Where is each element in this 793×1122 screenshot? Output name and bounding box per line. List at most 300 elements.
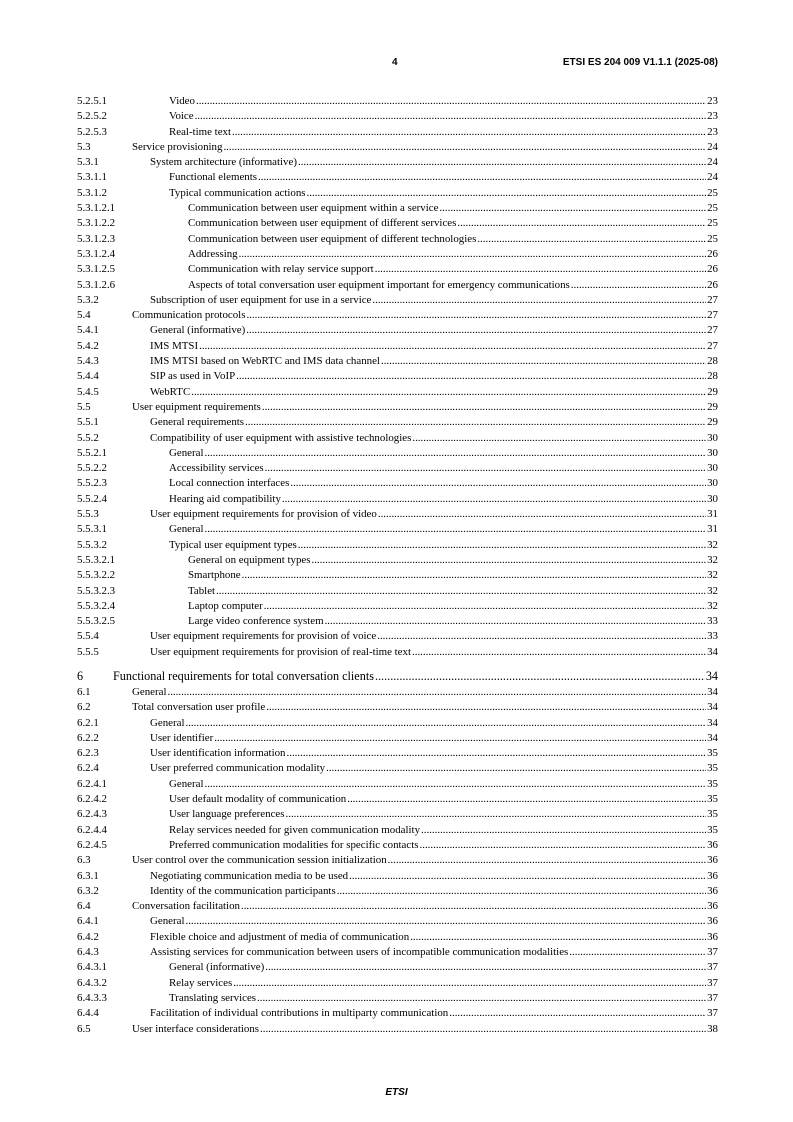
toc-entry-title: SIP as used in VoIP <box>150 370 236 383</box>
toc-entry-title: User equipment requirements for provision of real-time text <box>150 645 411 658</box>
toc-entry-page: 27 <box>707 293 718 306</box>
toc-entry-page: 38 <box>707 1022 718 1035</box>
toc-entry-number: 6.2.4.2 <box>77 793 107 806</box>
toc-entry-title: Accessibility services <box>169 462 264 475</box>
toc-entry-number: 5.3.1 <box>77 156 99 169</box>
toc-entry-title: Subscription of user equipment for use in a service <box>150 293 372 306</box>
toc-dot-leader <box>388 853 706 868</box>
toc-entry-number: 6.4.4 <box>77 1007 99 1020</box>
toc-entry-page: 27 <box>707 339 718 352</box>
toc-entry[interactable] <box>77 853 718 868</box>
toc-entry-number: 5.5.2.4 <box>77 492 107 505</box>
toc-dot-leader <box>265 960 706 975</box>
toc-entry-number: 5.5.5 <box>77 645 99 658</box>
page-header <box>0 57 793 71</box>
toc-entry[interactable] <box>77 538 718 553</box>
toc-entry-page: 31 <box>707 508 718 521</box>
toc-dot-leader <box>412 431 706 446</box>
toc-entry[interactable] <box>77 278 718 293</box>
toc-entry-title: IMS MTSI <box>150 339 199 352</box>
toc-entry-page: 33 <box>707 615 718 628</box>
toc-dot-leader <box>216 584 706 599</box>
toc-dot-leader <box>569 945 706 960</box>
toc-entry-page: 34 <box>707 716 718 729</box>
toc-dot-leader <box>375 262 706 277</box>
toc-entry[interactable] <box>77 792 718 807</box>
toc-entry-title: General (informative) <box>169 961 265 974</box>
toc-entry[interactable] <box>77 109 718 124</box>
toc-entry-title: Conversation facilitation <box>132 900 240 913</box>
toc-dot-leader <box>326 761 706 776</box>
toc-dot-leader <box>377 629 706 644</box>
toc-dot-leader <box>282 492 706 507</box>
toc-dot-leader <box>457 216 706 231</box>
toc-dot-leader <box>185 914 706 929</box>
toc-entry-number: 6.2 <box>77 701 91 714</box>
toc-entry-page: 27 <box>707 324 718 337</box>
toc-entry[interactable] <box>77 247 718 262</box>
toc-dot-leader <box>290 476 706 491</box>
table-of-contents <box>77 94 718 1037</box>
toc-dot-leader <box>298 538 706 553</box>
toc-entry-title: General (informative) <box>150 324 246 337</box>
toc-entry-number: 6.4 <box>77 900 91 913</box>
toc-entry[interactable] <box>77 369 718 384</box>
toc-entry-title: General <box>169 777 204 790</box>
toc-dot-leader <box>372 293 706 308</box>
toc-entry-title: Negotiating communication media to be used <box>150 869 349 882</box>
toc-dot-leader <box>195 109 707 124</box>
toc-entry-page: 37 <box>707 946 718 959</box>
toc-entry-page: 36 <box>707 884 718 897</box>
toc-entry-number: 5.4 <box>77 309 91 322</box>
toc-entry-page: 26 <box>707 263 718 276</box>
toc-dot-leader <box>378 507 706 522</box>
toc-dot-leader <box>257 991 706 1006</box>
toc-entry-page: 26 <box>707 247 718 260</box>
toc-entry-title: User equipment requirements for provision of voice <box>150 630 377 643</box>
toc-entry-number: 6.4.3.1 <box>77 961 107 974</box>
toc-dot-leader <box>262 400 706 415</box>
toc-dot-leader <box>199 339 706 354</box>
toc-dot-leader <box>337 884 706 899</box>
toc-entry-page: 36 <box>707 854 718 867</box>
toc-entry-title: Laptop computer <box>188 599 263 612</box>
toc-entry[interactable] <box>77 446 718 461</box>
toc-entry-number: 6.2.3 <box>77 747 99 760</box>
toc-entry-title: User identifier <box>150 731 214 744</box>
toc-entry-title: Communication with relay service support <box>188 263 374 276</box>
toc-entry[interactable] <box>77 731 718 746</box>
toc-dot-leader <box>204 446 706 461</box>
toc-entry[interactable] <box>77 400 718 415</box>
toc-entry-page: 34 <box>707 701 718 714</box>
toc-entry[interactable] <box>77 186 718 201</box>
toc-dot-leader <box>233 976 706 991</box>
toc-entry[interactable] <box>77 339 718 354</box>
toc-dot-leader <box>167 685 706 700</box>
toc-entry-number: 5.5.4 <box>77 630 99 643</box>
document-id: ETSI ES 204 009 V1.1.1 (2025-08) <box>562 57 718 68</box>
toc-entry-title: User default modality of communication <box>169 793 347 806</box>
toc-entry-title: General on equipment types <box>188 553 311 566</box>
toc-entry-page: 25 <box>707 186 718 199</box>
page-number: 4 <box>392 57 398 68</box>
toc-entry-title: Compatibility of user equipment with assistive technologies <box>150 431 412 444</box>
toc-entry-page: 32 <box>707 599 718 612</box>
toc-entry[interactable] <box>77 930 718 945</box>
toc-entry-number: 6.2.4 <box>77 762 99 775</box>
toc-dot-leader <box>246 308 706 323</box>
toc-entry-page: 23 <box>707 125 718 138</box>
toc-entry-number: 6.3.1 <box>77 869 99 882</box>
toc-entry-number: 5.3.1.2.2 <box>77 217 116 230</box>
toc-dot-leader <box>214 731 706 746</box>
toc-entry-title: Addressing <box>188 247 238 260</box>
toc-entry[interactable] <box>77 415 718 430</box>
toc-entry-number: 5.5.3.2.1 <box>77 553 116 566</box>
toc-entry[interactable] <box>77 584 718 599</box>
toc-entry[interactable] <box>77 385 718 400</box>
toc-entry-page: 29 <box>707 416 718 429</box>
toc-entry-title: General <box>150 915 185 928</box>
toc-dot-leader <box>307 186 707 201</box>
toc-entry-number: 5.5.2.1 <box>77 446 107 459</box>
toc-entry[interactable] <box>77 170 718 185</box>
toc-dot-leader <box>223 140 706 155</box>
toc-dot-leader <box>241 899 706 914</box>
toc-entry-title: Communication between user equipment of different technologies <box>188 232 477 245</box>
toc-entry-number: 5.5.2 <box>77 431 99 444</box>
toc-entry[interactable] <box>77 899 718 914</box>
toc-dot-leader <box>265 461 706 476</box>
toc-entry-page: 30 <box>707 462 718 475</box>
toc-entry-number: 6 <box>77 668 84 683</box>
toc-entry-title: General <box>150 716 185 729</box>
toc-entry-page: 35 <box>707 823 718 836</box>
toc-entry-number: 5.5.1 <box>77 416 99 429</box>
toc-entry[interactable] <box>77 838 718 853</box>
toc-entry-page: 34 <box>707 731 718 744</box>
toc-dot-leader <box>204 777 706 792</box>
toc-entry-title: General requirements <box>150 416 245 429</box>
toc-entry[interactable] <box>77 716 718 731</box>
toc-entry-page: 25 <box>707 202 718 215</box>
toc-entry-page: 24 <box>707 156 718 169</box>
toc-entry-page: 28 <box>707 370 718 383</box>
toc-entry-number: 5.3.1.2.3 <box>77 232 116 245</box>
toc-dot-leader <box>245 415 706 430</box>
toc-entry-page: 36 <box>707 930 718 943</box>
toc-dot-leader <box>185 716 706 731</box>
toc-entry-page: 30 <box>707 477 718 490</box>
toc-entry[interactable] <box>77 461 718 476</box>
toc-dot-leader <box>381 354 706 369</box>
toc-entry[interactable] <box>77 140 718 155</box>
toc-entry-title: Translating services <box>169 991 257 1004</box>
toc-entry[interactable] <box>77 976 718 991</box>
toc-dot-leader <box>449 1006 706 1021</box>
toc-entry[interactable] <box>77 431 718 446</box>
toc-entry[interactable] <box>77 869 718 884</box>
toc-entry-title: General <box>169 523 204 536</box>
toc-entry[interactable] <box>77 354 718 369</box>
toc-entry-number: 5.5.2.3 <box>77 477 107 490</box>
toc-entry-title: Preferred communication modalities for specific contacts <box>169 838 419 851</box>
toc-dot-leader <box>325 614 707 629</box>
toc-dot-leader <box>191 385 706 400</box>
toc-entry[interactable] <box>77 1022 718 1037</box>
toc-entry-page: 32 <box>707 553 718 566</box>
toc-dot-leader <box>298 155 706 170</box>
toc-entry-number: 5.2.5.1 <box>77 95 107 107</box>
toc-entry-number: 5.3.1.2.4 <box>77 247 116 260</box>
toc-entry-title: IMS MTSI based on WebRTC and IMS data channel <box>150 355 380 368</box>
toc-entry[interactable] <box>77 94 718 109</box>
toc-entry-page: 32 <box>707 584 718 597</box>
toc-entry[interactable] <box>77 568 718 583</box>
toc-entry-title: General <box>132 685 167 698</box>
toc-entry[interactable] <box>77 807 718 822</box>
toc-dot-leader <box>246 323 706 338</box>
toc-entry-number: 5.5.3 <box>77 508 99 521</box>
toc-entry[interactable] <box>77 262 718 277</box>
toc-entry-number: 6.2.4.1 <box>77 777 107 790</box>
toc-entry-page: 26 <box>707 278 718 291</box>
toc-entry[interactable] <box>77 323 718 338</box>
toc-entry-title: Hearing aid compatibility <box>169 492 281 505</box>
toc-entry-title: Video <box>169 95 195 107</box>
toc-entry[interactable] <box>77 667 718 685</box>
toc-entry-page: 36 <box>707 915 718 928</box>
toc-entry-number: 6.4.3.3 <box>77 991 107 1004</box>
toc-entry[interactable] <box>77 308 718 323</box>
toc-entry-title: Typical user equipment types <box>169 538 297 551</box>
toc-entry[interactable] <box>77 685 718 700</box>
toc-entry-title: Communication between user equipment of different services <box>188 217 457 230</box>
toc-entry-page: 23 <box>707 110 718 123</box>
toc-entry-title: User identification information <box>150 747 286 760</box>
toc-entry-title: User preferred communication modality <box>150 762 326 775</box>
toc-entry-number: 5.3.1.2.5 <box>77 263 116 276</box>
toc-entry-page: 37 <box>707 991 718 1004</box>
toc-entry-page: 28 <box>707 355 718 368</box>
toc-entry-page: 37 <box>707 961 718 974</box>
toc-entry-title: WebRTC <box>150 385 191 398</box>
toc-dot-leader <box>196 94 706 109</box>
toc-entry[interactable] <box>77 522 718 537</box>
toc-entry-number: 5.3 <box>77 140 91 153</box>
toc-entry-title: Communication between user equipment within a service <box>188 202 439 215</box>
toc-entry-number: 6.2.4.5 <box>77 838 107 851</box>
toc-entry-title: Functional requirements for total conversation clients <box>113 668 374 683</box>
toc-entry-number: 5.5.3.2.3 <box>77 584 116 597</box>
toc-entry-title: Smartphone <box>188 569 241 582</box>
toc-entry-title: Service provisioning <box>132 140 223 153</box>
toc-entry-page: 35 <box>707 808 718 821</box>
toc-entry-number: 5.5.2.2 <box>77 462 107 475</box>
toc-entry-page: 30 <box>707 431 718 444</box>
toc-entry[interactable] <box>77 960 718 975</box>
toc-entry-title: Tablet <box>188 584 216 597</box>
toc-dot-leader <box>266 700 706 715</box>
toc-entry-page: 37 <box>707 1007 718 1020</box>
toc-entry-page: 31 <box>707 523 718 536</box>
toc-dot-leader <box>264 599 706 614</box>
toc-dot-leader <box>286 807 707 822</box>
toc-dot-leader <box>204 522 706 537</box>
toc-entry-number: 6.4.1 <box>77 915 99 928</box>
toc-entry-number: 6.2.4.3 <box>77 808 107 821</box>
toc-entry[interactable] <box>77 991 718 1006</box>
toc-entry-number: 5.3.1.2.6 <box>77 278 116 291</box>
toc-entry-title: Relay services <box>169 976 233 989</box>
toc-entry-title: User equipment requirements <box>132 400 261 413</box>
toc-entry-title: Large video conference system <box>188 615 324 628</box>
toc-entry-number: 5.5.3.1 <box>77 523 107 536</box>
toc-entry[interactable] <box>77 914 718 929</box>
toc-entry-number: 5.5.3.2.2 <box>77 569 116 582</box>
toc-entry[interactable] <box>77 216 718 231</box>
toc-entry[interactable] <box>77 599 718 614</box>
toc-entry-number: 5.3.1.2 <box>77 186 107 199</box>
toc-entry-page: 29 <box>707 385 718 398</box>
toc-entry-number: 5.2.5.3 <box>77 125 107 138</box>
toc-entry-number: 6.2.2 <box>77 731 99 744</box>
toc-entry[interactable] <box>77 884 718 899</box>
toc-entry-page: 34 <box>705 668 718 683</box>
toc-entry-number: 6.2.1 <box>77 716 99 729</box>
toc-entry-page: 37 <box>707 976 718 989</box>
toc-dot-leader <box>258 170 706 185</box>
toc-entry[interactable] <box>77 155 718 170</box>
toc-entry-title: Typical communication actions <box>169 186 306 199</box>
toc-entry-title: Communication protocols <box>132 309 246 322</box>
toc-entry-number: 6.4.2 <box>77 930 99 943</box>
toc-dot-leader <box>242 568 706 583</box>
toc-entry-number: 5.2.5.2 <box>77 110 107 123</box>
toc-entry-title: Real-time text <box>169 125 231 138</box>
toc-entry[interactable] <box>77 125 718 140</box>
toc-entry[interactable] <box>77 945 718 960</box>
toc-entry-number: 6.3 <box>77 854 91 867</box>
toc-entry-title: System architecture (informative) <box>150 156 297 169</box>
toc-entry-page: 35 <box>707 747 718 760</box>
toc-entry-page: 32 <box>707 538 718 551</box>
toc-entry[interactable] <box>77 201 718 216</box>
toc-entry-title: Identity of the communication participants <box>150 884 336 897</box>
toc-dot-leader <box>311 553 706 568</box>
toc-entry-title: Voice <box>169 110 194 123</box>
toc-entry-title: Assisting services for communication between users of incompatible communication modalities <box>150 946 569 959</box>
toc-entry-title: Total conversation user profile <box>132 701 266 714</box>
toc-entry[interactable] <box>77 761 718 776</box>
toc-dot-leader <box>260 1022 706 1037</box>
toc-entry[interactable] <box>77 293 718 308</box>
toc-entry-page: 32 <box>707 569 718 582</box>
toc-entry[interactable] <box>77 1006 718 1021</box>
toc-dot-leader <box>349 869 706 884</box>
toc-entry-page: 36 <box>707 869 718 882</box>
toc-entry-page: 33 <box>707 630 718 643</box>
toc-entry-page: 24 <box>707 171 718 184</box>
toc-entry-title: Functional elements <box>169 171 258 184</box>
toc-dot-leader <box>477 232 706 247</box>
toc-dot-leader <box>410 930 706 945</box>
toc-dot-leader <box>412 645 706 660</box>
toc-entry-title: User language preferences <box>169 808 285 821</box>
toc-entry[interactable] <box>77 232 718 247</box>
toc-dot-leader <box>420 838 707 853</box>
toc-entry-title: Relay services needed for given communication modality <box>169 823 421 836</box>
toc-entry-number: 6.3.2 <box>77 884 99 897</box>
toc-entry-page: 36 <box>707 900 718 913</box>
toc-entry-page: 35 <box>707 793 718 806</box>
toc-entry-number: 5.5 <box>77 400 91 413</box>
toc-entry-number: 5.5.3.2.5 <box>77 615 116 628</box>
toc-entry-page: 34 <box>707 645 718 658</box>
toc-entry-number: 5.4.2 <box>77 339 99 352</box>
toc-entry-number: 5.3.1.1 <box>77 171 107 184</box>
toc-entry-title: Flexible choice and adjustment of media of communication <box>150 930 410 943</box>
toc-entry-number: 6.1 <box>77 685 91 698</box>
toc-entry[interactable] <box>77 553 718 568</box>
toc-entry-number: 5.4.4 <box>77 370 99 383</box>
toc-entry-number: 5.3.1.2.1 <box>77 202 116 215</box>
toc-entry[interactable] <box>77 700 718 715</box>
page-footer: ETSI <box>385 1087 408 1098</box>
toc-entry[interactable] <box>77 823 718 838</box>
toc-entry-page: 24 <box>707 140 718 153</box>
toc-dot-leader <box>232 125 706 140</box>
toc-entry[interactable] <box>77 476 718 491</box>
toc-entry-title: User control over the communication session initialization <box>132 854 387 867</box>
toc-entry[interactable] <box>77 746 718 761</box>
toc-entry-number: 6.4.3.2 <box>77 976 107 989</box>
toc-entry[interactable] <box>77 629 718 644</box>
toc-dot-leader <box>375 667 705 685</box>
toc-entry-number: 5.3.2 <box>77 293 99 306</box>
toc-entry-page: 30 <box>707 492 718 505</box>
toc-entry-title: User equipment requirements for provision of video <box>150 508 377 521</box>
toc-dot-leader <box>287 746 707 761</box>
toc-entry-number: 5.5.3.2.4 <box>77 599 116 612</box>
toc-entry-page: 34 <box>707 685 718 698</box>
toc-entry-number: 5.4.1 <box>77 324 99 337</box>
toc-entry-number: 6.5 <box>77 1022 91 1035</box>
toc-entry-page: 25 <box>707 217 718 230</box>
toc-dot-leader <box>439 201 706 216</box>
toc-entry[interactable] <box>77 614 718 629</box>
toc-dot-leader <box>239 247 707 262</box>
toc-entry-number: 6.2.4.4 <box>77 823 107 836</box>
toc-entry[interactable] <box>77 777 718 792</box>
toc-entry[interactable] <box>77 492 718 507</box>
toc-entry-page: 27 <box>707 309 718 322</box>
toc-dot-leader <box>571 278 706 293</box>
toc-entry-page: 29 <box>707 400 718 413</box>
toc-entry-page: 23 <box>707 95 718 107</box>
toc-entry[interactable] <box>77 645 718 660</box>
toc-entry-number: 5.5.3.2 <box>77 538 107 551</box>
toc-dot-leader <box>236 369 706 384</box>
toc-entry-page: 36 <box>707 838 718 851</box>
toc-entry-page: 35 <box>707 762 718 775</box>
toc-entry-number: 6.4.3 <box>77 946 99 959</box>
toc-entry[interactable] <box>77 507 718 522</box>
toc-entry-number: 5.4.5 <box>77 385 99 398</box>
toc-entry-page: 25 <box>707 232 718 245</box>
